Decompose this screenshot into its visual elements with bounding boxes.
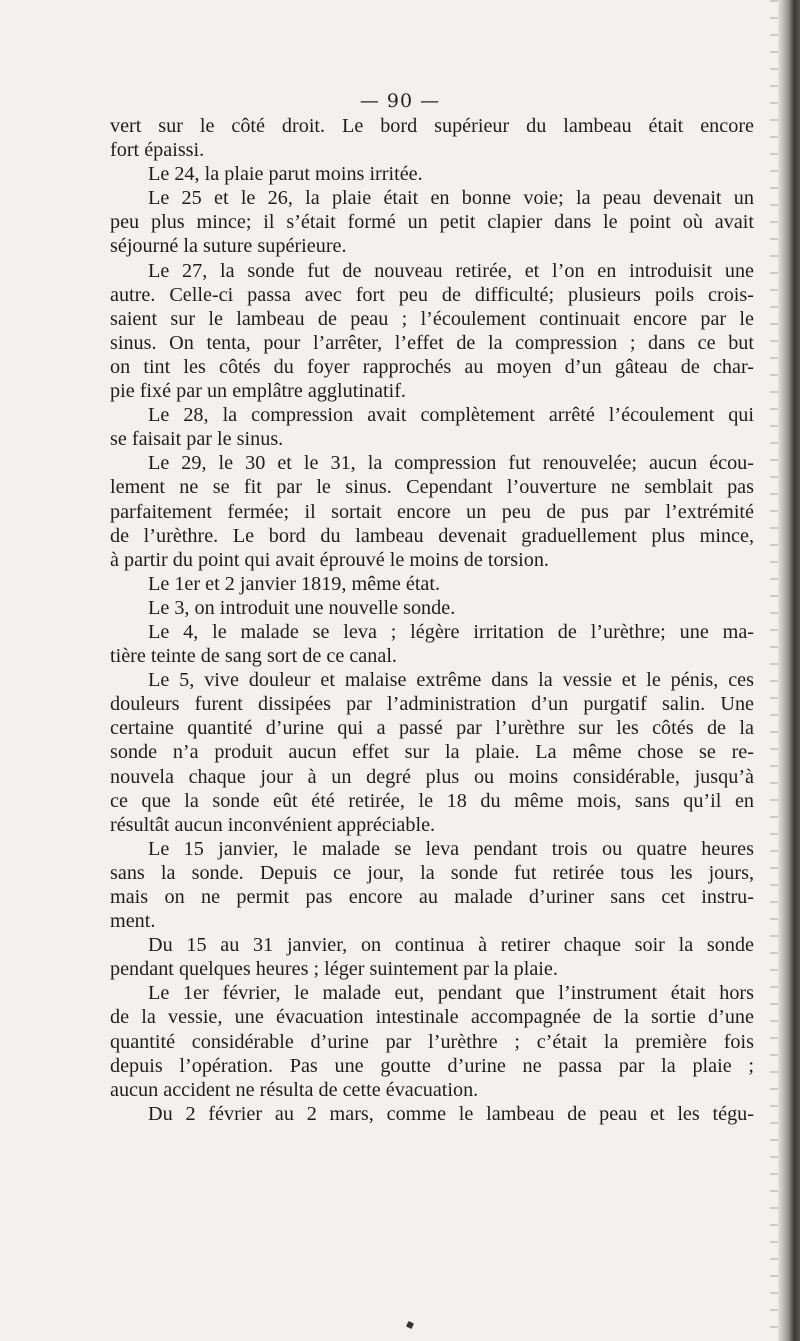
text-line: peu plus mince; il s’était formé un petit clapier dans le point où avait xyxy=(110,211,754,234)
text-line: séjourné la suture supérieure. xyxy=(110,235,347,258)
text-line: Le 5, vive douleur et malaise extrême dans la vessie et le pénis, ces xyxy=(148,669,754,692)
text-line: lement ne se fit par le sinus. Cependant l’ouverture ne semblait pas xyxy=(110,476,754,499)
text-line: sinus. On tenta, pour l’arrêter, l’effet de la compression ; dans ce but xyxy=(110,331,754,354)
text-line: Le 25 et le 26, la plaie était en bonne voie; la peau devenait un xyxy=(148,187,754,210)
text-line: Le 24, la plaie parut moins irritée. xyxy=(148,163,423,186)
text-line: tière teinte de sang sort de ce canal. xyxy=(110,645,397,668)
text-line: Le 15 janvier, le malade se leva pendant trois ou quatre heures xyxy=(148,837,754,860)
text-line: pie fixé par un emplâtre agglutinatif. xyxy=(110,380,406,403)
text-line: sans la sonde. Depuis ce jour, la sonde fut retirée tous les jours, xyxy=(110,861,754,884)
text-line: Le 27, la sonde fut de nouveau retirée, et l’on en introduisit une xyxy=(148,259,754,282)
text-line: Le 28, la compression avait complètement arrêté l’écoulement qui xyxy=(148,404,754,427)
text-line: fort épaissi. xyxy=(110,139,205,162)
text-line: de l’urèthre. Le bord du lambeau devenait graduellement plus mince, xyxy=(110,524,754,547)
text-line: mais on ne permit pas encore au malade d’uriner sans cet instru- xyxy=(110,886,754,908)
text-line: vert sur le côté droit. Le bord supérieur du lambeau était encore xyxy=(110,115,754,137)
page-number: — 90 — xyxy=(359,90,441,112)
text-line: Du 2 février au 2 mars, comme le lambeau de peau et les tégu- xyxy=(148,1102,754,1125)
text-line: ment. xyxy=(110,910,156,933)
text-line: parfaitement fermée; il sortait encore un peu de pus par l’extrémité xyxy=(110,500,754,523)
text-line: depuis l’opération. Pas une goutte d’urine ne passa par la plaie ; xyxy=(110,1054,754,1077)
text-line: Le 1er et 2 janvier 1819, même état. xyxy=(148,572,441,595)
text-line: on tint les côtés du foyer rapprochés au moyen d’un gâteau de char- xyxy=(110,355,754,378)
body-text xyxy=(110,114,754,1126)
text-line: ce que la sonde eût été retirée, le 18 du même mois, sans qu’il en xyxy=(110,789,754,812)
text-line: saient sur le lambeau de peau ; l’écoulement continuait encore par le xyxy=(110,307,754,330)
text-line: se faisait par le sinus. xyxy=(110,428,284,451)
text-line: quantité considérable d’urine par l’urèthre ; c’était la première fois xyxy=(110,1030,754,1053)
text-line: Le 1er février, le malade eut, pendant que l’instrument était hors xyxy=(148,982,754,1005)
text-line: certaine quantité d’urine qui a passé par l’urèthre sur les côtés de la xyxy=(110,717,754,740)
text-line: douleurs furent dissipées par l’administration d’un purgatif salin. Une xyxy=(110,693,754,716)
text-line: de la vessie, une évacuation intestinale accompagnée de la sortie d’une xyxy=(110,1006,754,1029)
binding-shadow-texture xyxy=(770,0,778,1341)
text-line: à partir du point qui avait éprouvé le moins de torsion. xyxy=(110,548,549,571)
text-line: pendant quelques heures ; léger suintement par la plaie. xyxy=(110,958,558,981)
text-line: aucun accident ne résulta de cette évacuation. xyxy=(110,1078,479,1101)
text-line: Le 4, le malade se leva ; légère irritation de l’urèthre; une ma- xyxy=(148,620,754,643)
text-line: sonde n’a produit aucun effet sur la plaie. La même chose se re- xyxy=(110,741,754,764)
text-line: Du 15 au 31 janvier, on continua à retirer chaque soir la sonde xyxy=(148,934,754,957)
text-line: résultât aucun inconvénient appréciable. xyxy=(110,813,436,836)
text-line: Le 29, le 30 et le 31, la compression fut renouvelée; aucun écou- xyxy=(148,452,754,475)
page-binding-edge xyxy=(778,0,800,1341)
text-line: nouvela chaque jour à un degré plus ou moins considérable, jusqu’à xyxy=(110,765,754,788)
text-line: autre. Celle-ci passa avec fort peu de difficulté; plusieurs poils crois- xyxy=(110,283,754,306)
ink-speck xyxy=(406,1321,414,1329)
text-line: Le 3, on introduit une nouvelle sonde. xyxy=(148,596,456,619)
